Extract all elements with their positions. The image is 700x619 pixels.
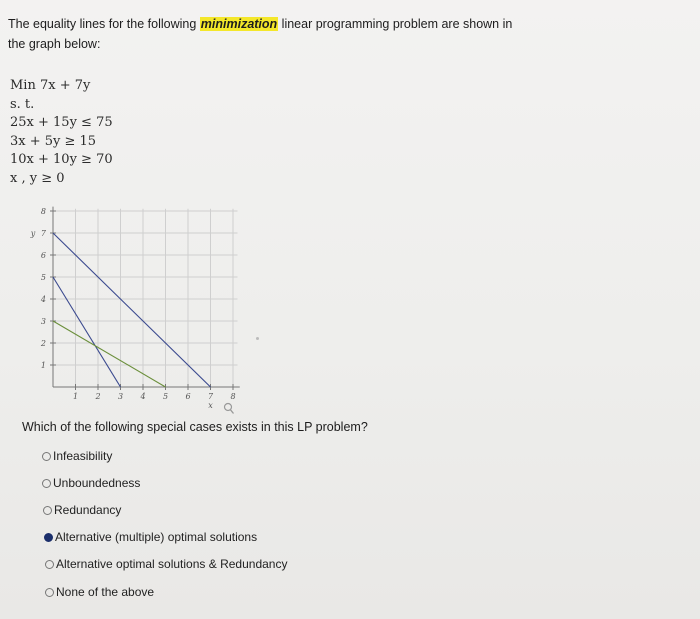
intro-pre: The equality lines for the following (8, 17, 200, 31)
x-tick-label: 3 (117, 392, 124, 401)
radio-infeasibility[interactable] (42, 452, 51, 461)
objective-line: Min 7x + 7y (10, 78, 91, 93)
option-alternative-and-redundancy[interactable] (45, 557, 287, 571)
question-text: Which of the following special cases exists in this LP problem? (22, 420, 368, 434)
option-label: None of the above (56, 585, 155, 599)
intro-post: linear programming problem are shown in the graph below: (8, 17, 513, 51)
radio-alternative-and-redundancy[interactable] (45, 560, 54, 569)
option-label: Infeasibility (53, 449, 113, 463)
constraint-line-3 (53, 233, 211, 387)
x-axis-label: x (208, 401, 213, 410)
x-tick-label: 5 (162, 392, 169, 401)
nonnegativity-line: x , y ≥ 0 (10, 170, 65, 186)
y-axis-label: y (30, 229, 36, 238)
zoom-icon[interactable] (223, 402, 235, 421)
x-tick-label: 4 (140, 392, 146, 401)
option-infeasibility[interactable] (42, 449, 112, 463)
y-tick-label: 8 (40, 207, 46, 216)
option-unboundedness[interactable] (42, 476, 140, 490)
option-label: Unboundedness (53, 476, 141, 490)
radio-alternative-optimal[interactable] (44, 533, 53, 542)
constraint-2: 3x + 5y ≥ 15 (10, 133, 97, 149)
x-tick-label: 6 (185, 392, 191, 401)
stray-mark (256, 337, 259, 340)
x-tick-label: 2 (95, 392, 101, 401)
x-tick-label: 1 (72, 392, 79, 401)
option-alternative-optimal[interactable] (44, 530, 257, 544)
constraint-1: 25x + 15y ≤ 75 (10, 115, 113, 130)
radio-redundancy[interactable] (43, 506, 52, 515)
y-tick-label: 6 (40, 251, 46, 260)
constraint-line-2 (53, 321, 166, 387)
option-label: Redundancy (54, 503, 122, 517)
constraint-line-1 (53, 277, 121, 387)
y-tick-label: 4 (40, 295, 46, 304)
x-tick-label: 7 (207, 392, 214, 401)
option-label: Alternative (multiple) optimal solutions (55, 530, 258, 544)
y-tick-label: 1 (40, 361, 46, 370)
radio-unboundedness[interactable] (42, 479, 51, 488)
y-tick-label: 2 (40, 339, 46, 348)
option-label: Alternative optimal solutions & Redundancy (56, 557, 288, 571)
x-tick-label: 8 (230, 392, 236, 401)
option-none[interactable] (45, 585, 154, 599)
y-tick-label: 3 (40, 317, 46, 326)
y-tick-label: 7 (40, 229, 46, 238)
intro-highlight: minimization (200, 17, 278, 31)
subject-to-line: s. t. (10, 96, 35, 112)
constraint-3: 10x + 10y ≥ 70 (10, 152, 113, 167)
y-tick-label: 5 (40, 273, 46, 282)
radio-none[interactable] (45, 588, 54, 597)
option-redundancy[interactable] (43, 503, 121, 517)
